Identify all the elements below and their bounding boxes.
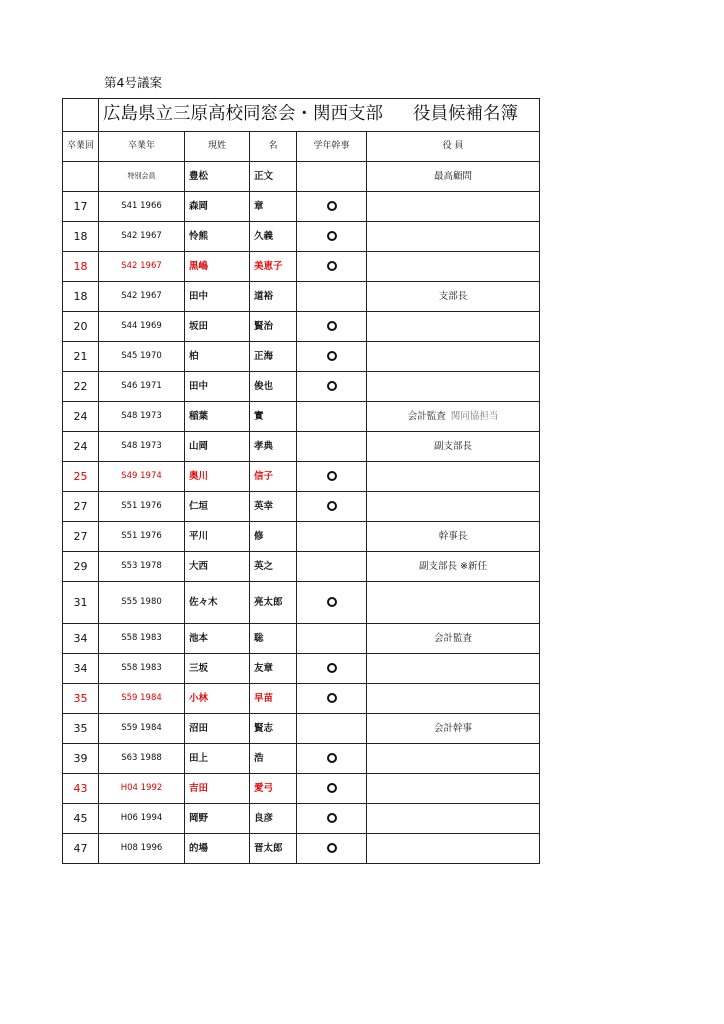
role-cell bbox=[367, 684, 540, 714]
circle-mark-icon bbox=[327, 321, 337, 331]
role-text: 幹事長 bbox=[438, 530, 468, 542]
table-row bbox=[63, 744, 540, 774]
role-note: 関同協担当 bbox=[450, 410, 499, 422]
surname-cell: 佐々木 bbox=[185, 582, 250, 624]
title-blank-cell bbox=[63, 99, 99, 132]
header-grad-year: 卒業年 bbox=[99, 132, 185, 162]
role-cell bbox=[367, 774, 540, 804]
grad-no-cell: 45 bbox=[63, 804, 99, 834]
grade-officer-cell bbox=[297, 402, 367, 432]
given-name-cell: 正海 bbox=[250, 342, 297, 372]
grad-year-cell: 特別会員 bbox=[99, 162, 185, 192]
given-name-cell: 晋太郎 bbox=[250, 834, 297, 864]
role-cell bbox=[367, 222, 540, 252]
grad-year-cell: S63 1988 bbox=[99, 744, 185, 774]
given-name-cell: 良彦 bbox=[250, 804, 297, 834]
grad-no-cell: 34 bbox=[63, 654, 99, 684]
grade-officer-cell bbox=[297, 684, 367, 714]
circle-mark-icon bbox=[327, 231, 337, 241]
circle-mark-icon bbox=[327, 597, 337, 607]
given-name-cell: 久義 bbox=[250, 222, 297, 252]
header-row bbox=[63, 132, 540, 162]
grad-year-cell: S42 1967 bbox=[99, 282, 185, 312]
grad-no-cell: 18 bbox=[63, 222, 99, 252]
grad-no-cell: 27 bbox=[63, 522, 99, 552]
role-cell bbox=[367, 522, 540, 552]
surname-cell: 平川 bbox=[185, 522, 250, 552]
table-row bbox=[63, 654, 540, 684]
grade-officer-cell bbox=[297, 714, 367, 744]
grad-year-cell: S41 1966 bbox=[99, 192, 185, 222]
surname-cell: 田中 bbox=[185, 372, 250, 402]
grad-no-cell: 27 bbox=[63, 492, 99, 522]
role-text: 支部長 bbox=[438, 290, 468, 302]
surname-cell: 沼田 bbox=[185, 714, 250, 744]
grad-year-cell: S59 1984 bbox=[99, 714, 185, 744]
surname-cell: 奥川 bbox=[185, 462, 250, 492]
grad-year-cell: S49 1974 bbox=[99, 462, 185, 492]
surname-cell: 岡野 bbox=[185, 804, 250, 834]
grade-officer-cell bbox=[297, 582, 367, 624]
header-grad-no: 卒業回 bbox=[63, 132, 99, 162]
grad-no-cell: 21 bbox=[63, 342, 99, 372]
table-row bbox=[63, 774, 540, 804]
role-text: 会計幹事 bbox=[433, 722, 472, 734]
role-cell bbox=[367, 432, 540, 462]
circle-mark-icon bbox=[327, 351, 337, 361]
grad-no-cell: 24 bbox=[63, 402, 99, 432]
role-cell bbox=[367, 312, 540, 342]
grad-year-cell: S45 1970 bbox=[99, 342, 185, 372]
role-cell bbox=[367, 492, 540, 522]
role-cell bbox=[367, 282, 540, 312]
grade-officer-cell bbox=[297, 804, 367, 834]
given-name-cell: 賢治 bbox=[250, 312, 297, 342]
grad-no-cell: 35 bbox=[63, 714, 99, 744]
officer-candidate-table bbox=[62, 98, 540, 864]
table-row bbox=[63, 804, 540, 834]
role-cell bbox=[367, 342, 540, 372]
table-row bbox=[63, 162, 540, 192]
role-cell bbox=[367, 744, 540, 774]
circle-mark-icon bbox=[327, 753, 337, 763]
grade-officer-cell bbox=[297, 492, 367, 522]
surname-cell: 三坂 bbox=[185, 654, 250, 684]
grade-officer-cell bbox=[297, 252, 367, 282]
given-name-cell: 信子 bbox=[250, 462, 297, 492]
grade-officer-cell bbox=[297, 624, 367, 654]
given-name-cell: 早苗 bbox=[250, 684, 297, 714]
surname-cell: 大西 bbox=[185, 552, 250, 582]
grad-year-cell: H04 1992 bbox=[99, 774, 185, 804]
grade-officer-cell bbox=[297, 552, 367, 582]
title-row bbox=[63, 99, 540, 132]
grad-year-cell: S55 1980 bbox=[99, 582, 185, 624]
surname-cell: 田上 bbox=[185, 744, 250, 774]
role-cell bbox=[367, 804, 540, 834]
given-name-cell: 正文 bbox=[250, 162, 297, 192]
given-name-cell: 章 bbox=[250, 192, 297, 222]
circle-mark-icon bbox=[327, 381, 337, 391]
role-text: 副支部長 bbox=[433, 440, 472, 452]
role-text: 会計監査 bbox=[407, 410, 446, 422]
grad-no-cell: 35 bbox=[63, 684, 99, 714]
circle-mark-icon bbox=[327, 261, 337, 271]
circle-mark-icon bbox=[327, 843, 337, 853]
grad-no-cell: 18 bbox=[63, 252, 99, 282]
given-name-cell: 修 bbox=[250, 522, 297, 552]
grade-officer-cell bbox=[297, 654, 367, 684]
grad-year-cell: S58 1983 bbox=[99, 654, 185, 684]
table-row bbox=[63, 462, 540, 492]
role-cell bbox=[367, 252, 540, 282]
grad-no-cell: 22 bbox=[63, 372, 99, 402]
grad-year-cell: S53 1978 bbox=[99, 552, 185, 582]
grad-year-cell: S51 1976 bbox=[99, 492, 185, 522]
grad-no-cell: 43 bbox=[63, 774, 99, 804]
given-name-cell: 英幸 bbox=[250, 492, 297, 522]
given-name-cell: 浩 bbox=[250, 744, 297, 774]
header-grade-officer: 学年幹事 bbox=[297, 132, 367, 162]
grad-year-cell: S51 1976 bbox=[99, 522, 185, 552]
table-row bbox=[63, 684, 540, 714]
grad-no-cell: 47 bbox=[63, 834, 99, 864]
table-row bbox=[63, 342, 540, 372]
grad-year-cell: S58 1983 bbox=[99, 624, 185, 654]
given-name-cell: 亮太郎 bbox=[250, 582, 297, 624]
circle-mark-icon bbox=[327, 471, 337, 481]
role-text: 最高顧問 bbox=[433, 170, 472, 182]
circle-mark-icon bbox=[327, 201, 337, 211]
circle-mark-icon bbox=[327, 501, 337, 511]
table-title bbox=[99, 99, 540, 132]
grad-no-cell: 31 bbox=[63, 582, 99, 624]
header-role: 役 員 bbox=[367, 132, 540, 162]
table-row bbox=[63, 192, 540, 222]
circle-mark-icon bbox=[327, 693, 337, 703]
grade-officer-cell bbox=[297, 162, 367, 192]
table-row bbox=[63, 252, 540, 282]
grad-no-cell: 18 bbox=[63, 282, 99, 312]
surname-cell: 田中 bbox=[185, 282, 250, 312]
given-name-cell: 道裕 bbox=[250, 282, 297, 312]
surname-cell: 池本 bbox=[185, 624, 250, 654]
grad-year-cell: S42 1967 bbox=[99, 222, 185, 252]
grad-year-cell: S48 1973 bbox=[99, 402, 185, 432]
role-cell bbox=[367, 582, 540, 624]
grad-no-cell: 17 bbox=[63, 192, 99, 222]
table-row bbox=[63, 522, 540, 552]
grade-officer-cell bbox=[297, 222, 367, 252]
role-cell bbox=[367, 624, 540, 654]
grade-officer-cell bbox=[297, 432, 367, 462]
table-row bbox=[63, 402, 540, 432]
table-row bbox=[63, 714, 540, 744]
given-name-cell: 俊也 bbox=[250, 372, 297, 402]
surname-cell: 仁垣 bbox=[185, 492, 250, 522]
grad-no-cell bbox=[63, 162, 99, 192]
grade-officer-cell bbox=[297, 342, 367, 372]
circle-mark-icon bbox=[327, 663, 337, 673]
surname-cell: 的場 bbox=[185, 834, 250, 864]
title-sub: 役員候補名簿 bbox=[413, 104, 518, 125]
circle-mark-icon bbox=[327, 783, 337, 793]
grade-officer-cell bbox=[297, 282, 367, 312]
given-name-cell: 愛弓 bbox=[250, 774, 297, 804]
table-row bbox=[63, 222, 540, 252]
given-name-cell: 孝典 bbox=[250, 432, 297, 462]
role-cell bbox=[367, 162, 540, 192]
surname-cell: 稲葉 bbox=[185, 402, 250, 432]
grad-no-cell: 24 bbox=[63, 432, 99, 462]
table-row bbox=[63, 492, 540, 522]
role-cell bbox=[367, 654, 540, 684]
role-cell bbox=[367, 552, 540, 582]
grad-year-cell: H08 1996 bbox=[99, 834, 185, 864]
grade-officer-cell bbox=[297, 744, 367, 774]
surname-cell: 吉田 bbox=[185, 774, 250, 804]
table-row bbox=[63, 552, 540, 582]
grad-no-cell: 39 bbox=[63, 744, 99, 774]
grad-year-cell: S59 1984 bbox=[99, 684, 185, 714]
table-row bbox=[63, 312, 540, 342]
surname-cell: 坂田 bbox=[185, 312, 250, 342]
surname-cell: 森岡 bbox=[185, 192, 250, 222]
circle-mark-icon bbox=[327, 813, 337, 823]
grad-no-cell: 29 bbox=[63, 552, 99, 582]
grade-officer-cell bbox=[297, 462, 367, 492]
table-row bbox=[63, 432, 540, 462]
grade-officer-cell bbox=[297, 312, 367, 342]
table-row bbox=[63, 834, 540, 864]
given-name-cell: 友章 bbox=[250, 654, 297, 684]
role-text: 会計監査 bbox=[433, 632, 472, 644]
grad-no-cell: 25 bbox=[63, 462, 99, 492]
grad-year-cell: H06 1994 bbox=[99, 804, 185, 834]
role-cell bbox=[367, 192, 540, 222]
header-surname: 現姓 bbox=[185, 132, 250, 162]
role-cell bbox=[367, 714, 540, 744]
grad-no-cell: 34 bbox=[63, 624, 99, 654]
given-name-cell: 美恵子 bbox=[250, 252, 297, 282]
grade-officer-cell bbox=[297, 372, 367, 402]
grad-year-cell: S42 1967 bbox=[99, 252, 185, 282]
surname-cell: 怜熊 bbox=[185, 222, 250, 252]
role-cell bbox=[367, 834, 540, 864]
surname-cell: 小林 bbox=[185, 684, 250, 714]
surname-cell: 山岡 bbox=[185, 432, 250, 462]
role-cell bbox=[367, 402, 540, 432]
role-cell bbox=[367, 462, 540, 492]
grade-officer-cell bbox=[297, 774, 367, 804]
role-text: 副支部長 ※新任 bbox=[419, 560, 487, 572]
title-main: 広島県立三原高校同窓会・関西支部 bbox=[103, 104, 383, 125]
header-given-name: 名 bbox=[250, 132, 297, 162]
grad-no-cell: 20 bbox=[63, 312, 99, 342]
table-row bbox=[63, 372, 540, 402]
surname-cell: 黒嶋 bbox=[185, 252, 250, 282]
table-row bbox=[63, 582, 540, 624]
grade-officer-cell bbox=[297, 834, 367, 864]
table-row bbox=[63, 624, 540, 654]
role-cell bbox=[367, 372, 540, 402]
grad-year-cell: S44 1969 bbox=[99, 312, 185, 342]
grade-officer-cell bbox=[297, 522, 367, 552]
surname-cell: 豊松 bbox=[185, 162, 250, 192]
grad-year-cell: S48 1973 bbox=[99, 432, 185, 462]
given-name-cell: 英之 bbox=[250, 552, 297, 582]
surname-cell: 柏 bbox=[185, 342, 250, 372]
grad-year-cell: S46 1971 bbox=[99, 372, 185, 402]
agenda-label: 第4号議案 bbox=[104, 75, 162, 90]
given-name-cell: 聡 bbox=[250, 624, 297, 654]
given-name-cell: 實 bbox=[250, 402, 297, 432]
given-name-cell: 賢志 bbox=[250, 714, 297, 744]
table-row bbox=[63, 282, 540, 312]
grade-officer-cell bbox=[297, 192, 367, 222]
